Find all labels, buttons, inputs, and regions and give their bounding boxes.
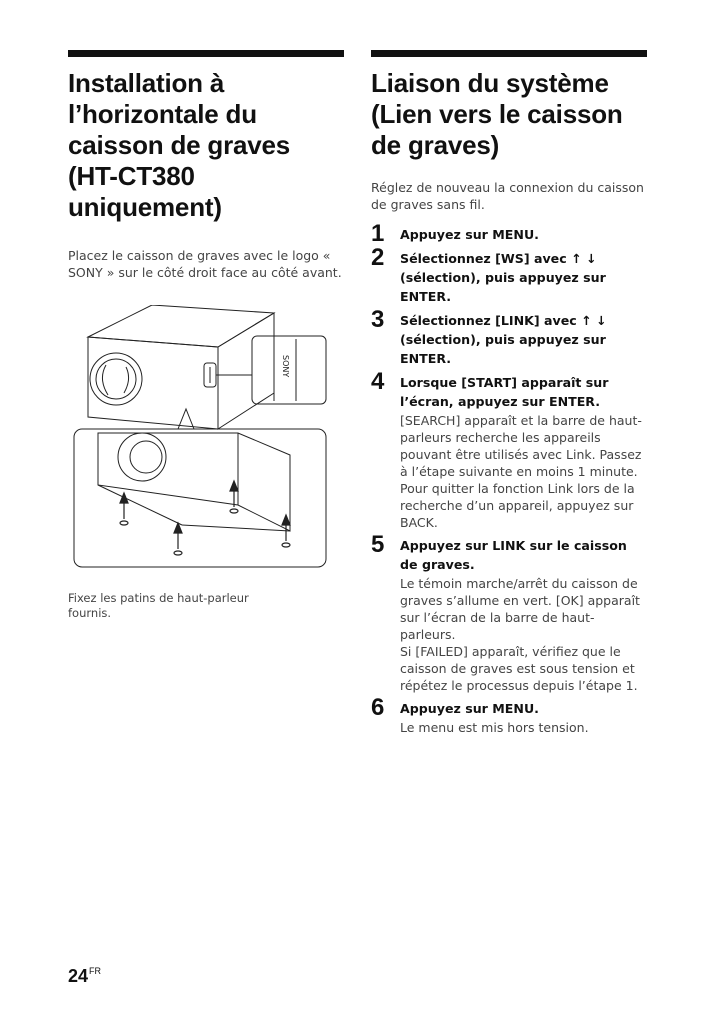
step-title: Appuyez sur MENU.: [400, 701, 539, 716]
section-title: Installation à l’horizontale du caisson de graves (HT-CT380 uniquement): [68, 68, 291, 222]
steps-list: [371, 220, 647, 736]
section-rule: [68, 50, 344, 57]
step-number: 4: [371, 368, 385, 395]
step-title: Sélectionnez [WS] avec ↑ ↓ (sélection), puis appuyez sur ENTER.: [400, 251, 606, 304]
step-paragraph: [SEARCH] apparaît et la barre de haut-parleurs recherche les appareils pouvant être utilisés avec Link. Passez à l’étape suivante en moins 1 minute.: [400, 413, 642, 479]
section-rule: [371, 50, 647, 57]
page-number: [68, 966, 101, 987]
step-title: Lorsque [START] apparaît sur l’écran, appuyez sur ENTER.: [400, 375, 609, 409]
step-number: 2: [371, 244, 385, 271]
step-paragraph: Pour quitter la fonction Link lors de la recherche d’un appareil, appuyez sur BACK.: [400, 481, 635, 530]
step-item: [371, 244, 647, 306]
step-title: Sélectionnez [LINK] avec ↑ ↓ (sélection), puis appuyez sur ENTER.: [400, 313, 607, 366]
step-body: [400, 412, 647, 531]
step-number: 5: [371, 531, 385, 558]
right-column: [371, 50, 647, 741]
step-paragraph: Le témoin marche/arrêt du caisson de graves s’allume en vert. [OK] apparaît sur l’écran de la barre de haut-parleurs.: [400, 576, 640, 642]
step-number: 1: [371, 220, 385, 247]
left-column: [68, 50, 344, 621]
step-title: Appuyez sur LINK sur le caisson de graves.: [400, 538, 627, 572]
step-paragraph: Le menu est mis hors tension.: [400, 720, 589, 735]
section-title: Liaison du système (Lien vers le caisson de graves): [371, 68, 623, 160]
step-item: [371, 694, 647, 736]
step-number: 3: [371, 306, 385, 333]
step-number: 6: [371, 694, 385, 721]
intro-text: Placez le caisson de graves avec le logo « SONY » sur le côté droit face au côté avant.: [68, 248, 342, 280]
step-paragraph: Si [FAILED] apparaît, vérifiez que le caisson de graves est sous tension et répétez le processus depuis l’étape 1.: [400, 644, 638, 693]
step-item: [371, 368, 647, 531]
sony-logo: SONY: [281, 355, 290, 378]
subwoofer-illustration: [68, 305, 344, 621]
step-title: Appuyez sur MENU.: [400, 227, 539, 242]
step-body: [400, 719, 647, 736]
step-item: [371, 220, 647, 247]
figure-caption: Fixez les patins de haut-parleur fournis.: [68, 591, 249, 620]
step-item: [371, 306, 647, 368]
step-item: [371, 531, 647, 694]
language-code: FR: [89, 966, 102, 976]
page-number-value: 24: [68, 966, 89, 986]
intro-text: Réglez de nouveau la connexion du caisson de graves sans fil.: [371, 180, 644, 212]
step-body: [400, 575, 647, 694]
